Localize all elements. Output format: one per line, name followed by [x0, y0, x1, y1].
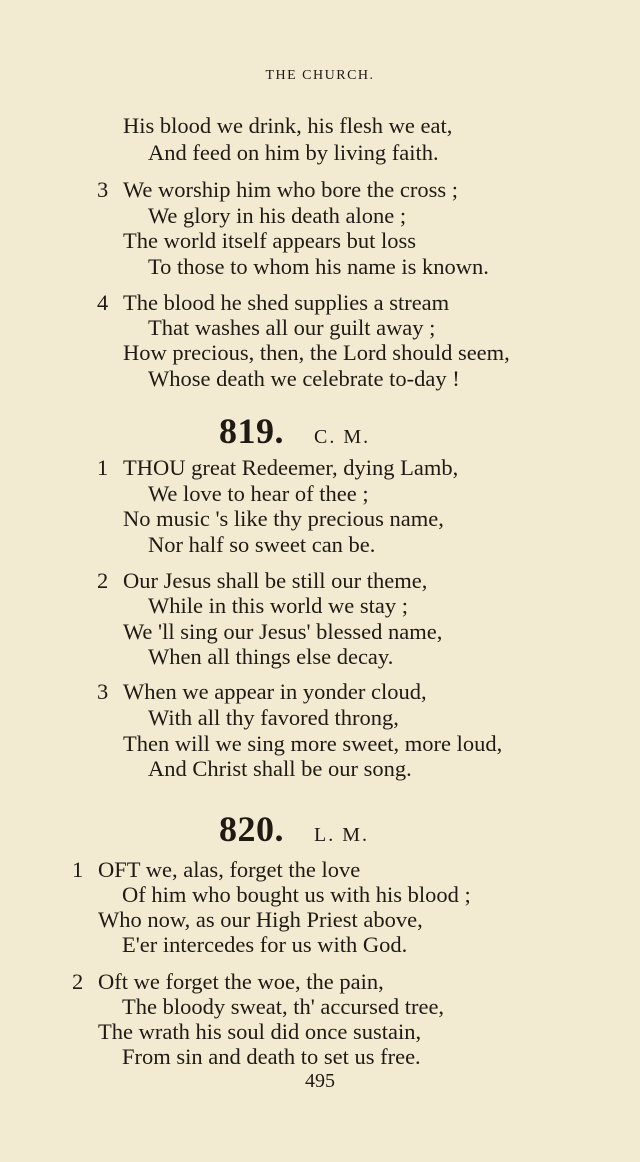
verse-line: The wrath his soul did once sustain, — [98, 1019, 422, 1044]
stanza-number: 3 — [97, 679, 109, 704]
verse-line: Who now, as our High Priest above, — [98, 907, 423, 932]
stanza-number: 1 — [97, 455, 109, 480]
verse-line: That washes all our guilt away ; — [148, 315, 436, 340]
verse-line: E'er intercedes for us with God. — [122, 932, 408, 957]
verse-line: While in this world we stay ; — [148, 593, 408, 618]
verse-line: How precious, then, the Lord should seem, — [123, 340, 510, 365]
verse-line: Oft we forget the woe, the pain, — [98, 969, 384, 994]
hymn-header — [219, 808, 369, 850]
verse-line: And feed on him by living faith. — [148, 140, 439, 165]
running-head: THE CHURCH. — [265, 68, 375, 83]
verse-line: OFT we, alas, forget the love — [98, 857, 361, 882]
stanza-number: 2 — [97, 568, 109, 593]
verse-line: THOU great Redeemer, dying Lamb, — [123, 455, 459, 480]
verse-line: The world itself appears but loss — [123, 228, 417, 253]
verse-line: Whose death we celebrate to-day ! — [148, 366, 460, 391]
page-number: 495 — [305, 1070, 335, 1092]
verse-line: When we appear in yonder cloud, — [123, 679, 427, 704]
verse-line: When all things else decay. — [148, 644, 394, 669]
hymn-number: 820. — [219, 809, 284, 849]
verse-line: The bloody sweat, th' accursed tree, — [122, 994, 445, 1019]
stanza-number: 4 — [97, 290, 109, 315]
verse-line: We glory in his death alone ; — [148, 203, 407, 228]
hymn-meter: L. M. — [314, 824, 369, 846]
verse-line: And Christ shall be our song. — [148, 756, 412, 781]
verse-line: The blood he shed supplies a stream — [123, 290, 450, 315]
verse-line: To those to whom his name is known. — [148, 254, 489, 279]
stanza-number: 2 — [72, 969, 84, 994]
hymn-meter: C. M. — [314, 426, 371, 448]
verse-line: Of him who bought us with his blood ; — [122, 882, 471, 907]
hymn-number: 819. — [219, 411, 284, 451]
hymn-header — [219, 410, 370, 452]
verse-line: We 'll sing our Jesus' blessed name, — [123, 619, 443, 644]
verse-line: No music 's like thy precious name, — [123, 506, 444, 531]
verse-line: Nor half so sweet can be. — [148, 532, 376, 557]
stanza-number: 1 — [72, 857, 84, 882]
verse-line: We worship him who bore the cross ; — [123, 177, 459, 202]
stanza-number: 3 — [97, 177, 109, 202]
verse-line: His blood we drink, his flesh we eat, — [123, 113, 453, 138]
verse-line: Our Jesus shall be still our theme, — [123, 568, 428, 593]
verse-line: Then will we sing more sweet, more loud, — [123, 731, 503, 756]
verse-line: With all thy favored throng, — [148, 705, 399, 730]
verse-line: We love to hear of thee ; — [148, 481, 369, 506]
verse-line: From sin and death to set us free. — [122, 1044, 421, 1069]
